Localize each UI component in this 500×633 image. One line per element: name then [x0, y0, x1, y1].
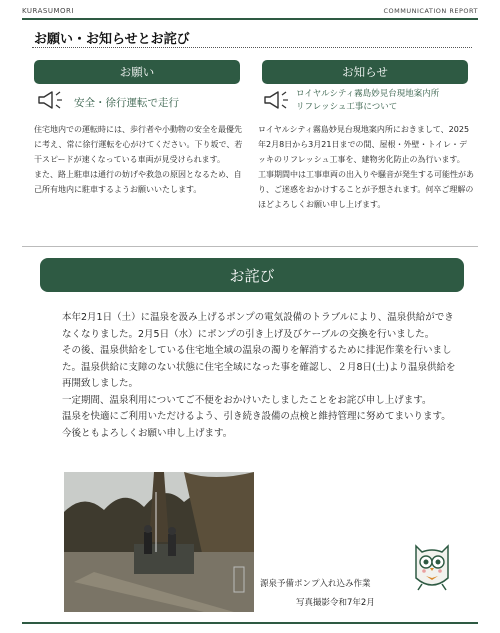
dotted-divider: [32, 47, 472, 48]
pump-work-photo: [64, 472, 254, 612]
apology-heading: お詫び: [40, 258, 464, 292]
middle-divider: [22, 246, 478, 247]
request-heading: お願い: [34, 60, 240, 84]
report-label: COMMUNICATION REPORT: [383, 7, 478, 15]
megaphone-icon: [262, 89, 294, 111]
photo-date-caption: 写真撮影令和7年2月: [296, 598, 375, 608]
request-body: 住宅地内での運転時には、歩行者や小動物の安全を最優先に考え、常に徐行運転を心がけてください。下り坂で、若干スピードが速くなっている車両が見受けられます。 また、路上駐車は通行の妨げや救急の原因となるため、自己所有地内に駐車するようお願いいたします。: [34, 125, 243, 194]
photo-caption: 源泉予備ポンプ入れ込み作業: [260, 579, 371, 589]
section-title: お願い・お知らせとお詫び: [34, 32, 190, 47]
brand-name: KURASUMORI: [22, 7, 74, 15]
request-notice-title: 安全・徐行運転で走行: [74, 97, 179, 109]
notice-body: ロイヤルシティ霧島妙見台現地案内所におきまして、2025年2月8日から3月21日までの間、屋根・外壁・トイレ・デッキのリフレッシュ工事を、建物劣化防止の為行います。 工事期間中は工事車両の出入りや騒音が発生する可能性があり、ご迷惑をおかけすることが予想されます。何卒ご理解のほどよろしくお願い申し上げます。: [258, 125, 474, 209]
notice-heading: お知らせ: [262, 60, 468, 84]
bottom-divider: [22, 622, 478, 624]
notice-title: ロイヤルシティ霧島妙見台現地案内所 リフレッシュ工事について: [296, 89, 440, 112]
owl-mascot-icon: [408, 540, 456, 594]
megaphone-icon: [36, 89, 68, 111]
apology-body: 本年2月1日（土）に温泉を汲み上げるポンプの電気設備のトラブルにより、温泉供給ができなくなりました。2月5日（水）にポンプの引き上げ及びケーブルの交換を行いました。 その後、温泉供給をしている住宅地全域の温泉の濁りを解消するために排泥作業を行いました。温泉供給に支障のない状態に住宅全域になった事を確認し、２月8日(土)より温泉供給を再開致しました。 一定期間、温泉利用についてご不便をおかけいたしましたことをお詫び申し上げます。 温泉を快適にご利用いただけるよう、引き続き設備の点検と維持管理に努めてまいります。今後ともよろしくお願い申し上げます。: [62, 312, 456, 439]
top-divider: [22, 18, 478, 20]
